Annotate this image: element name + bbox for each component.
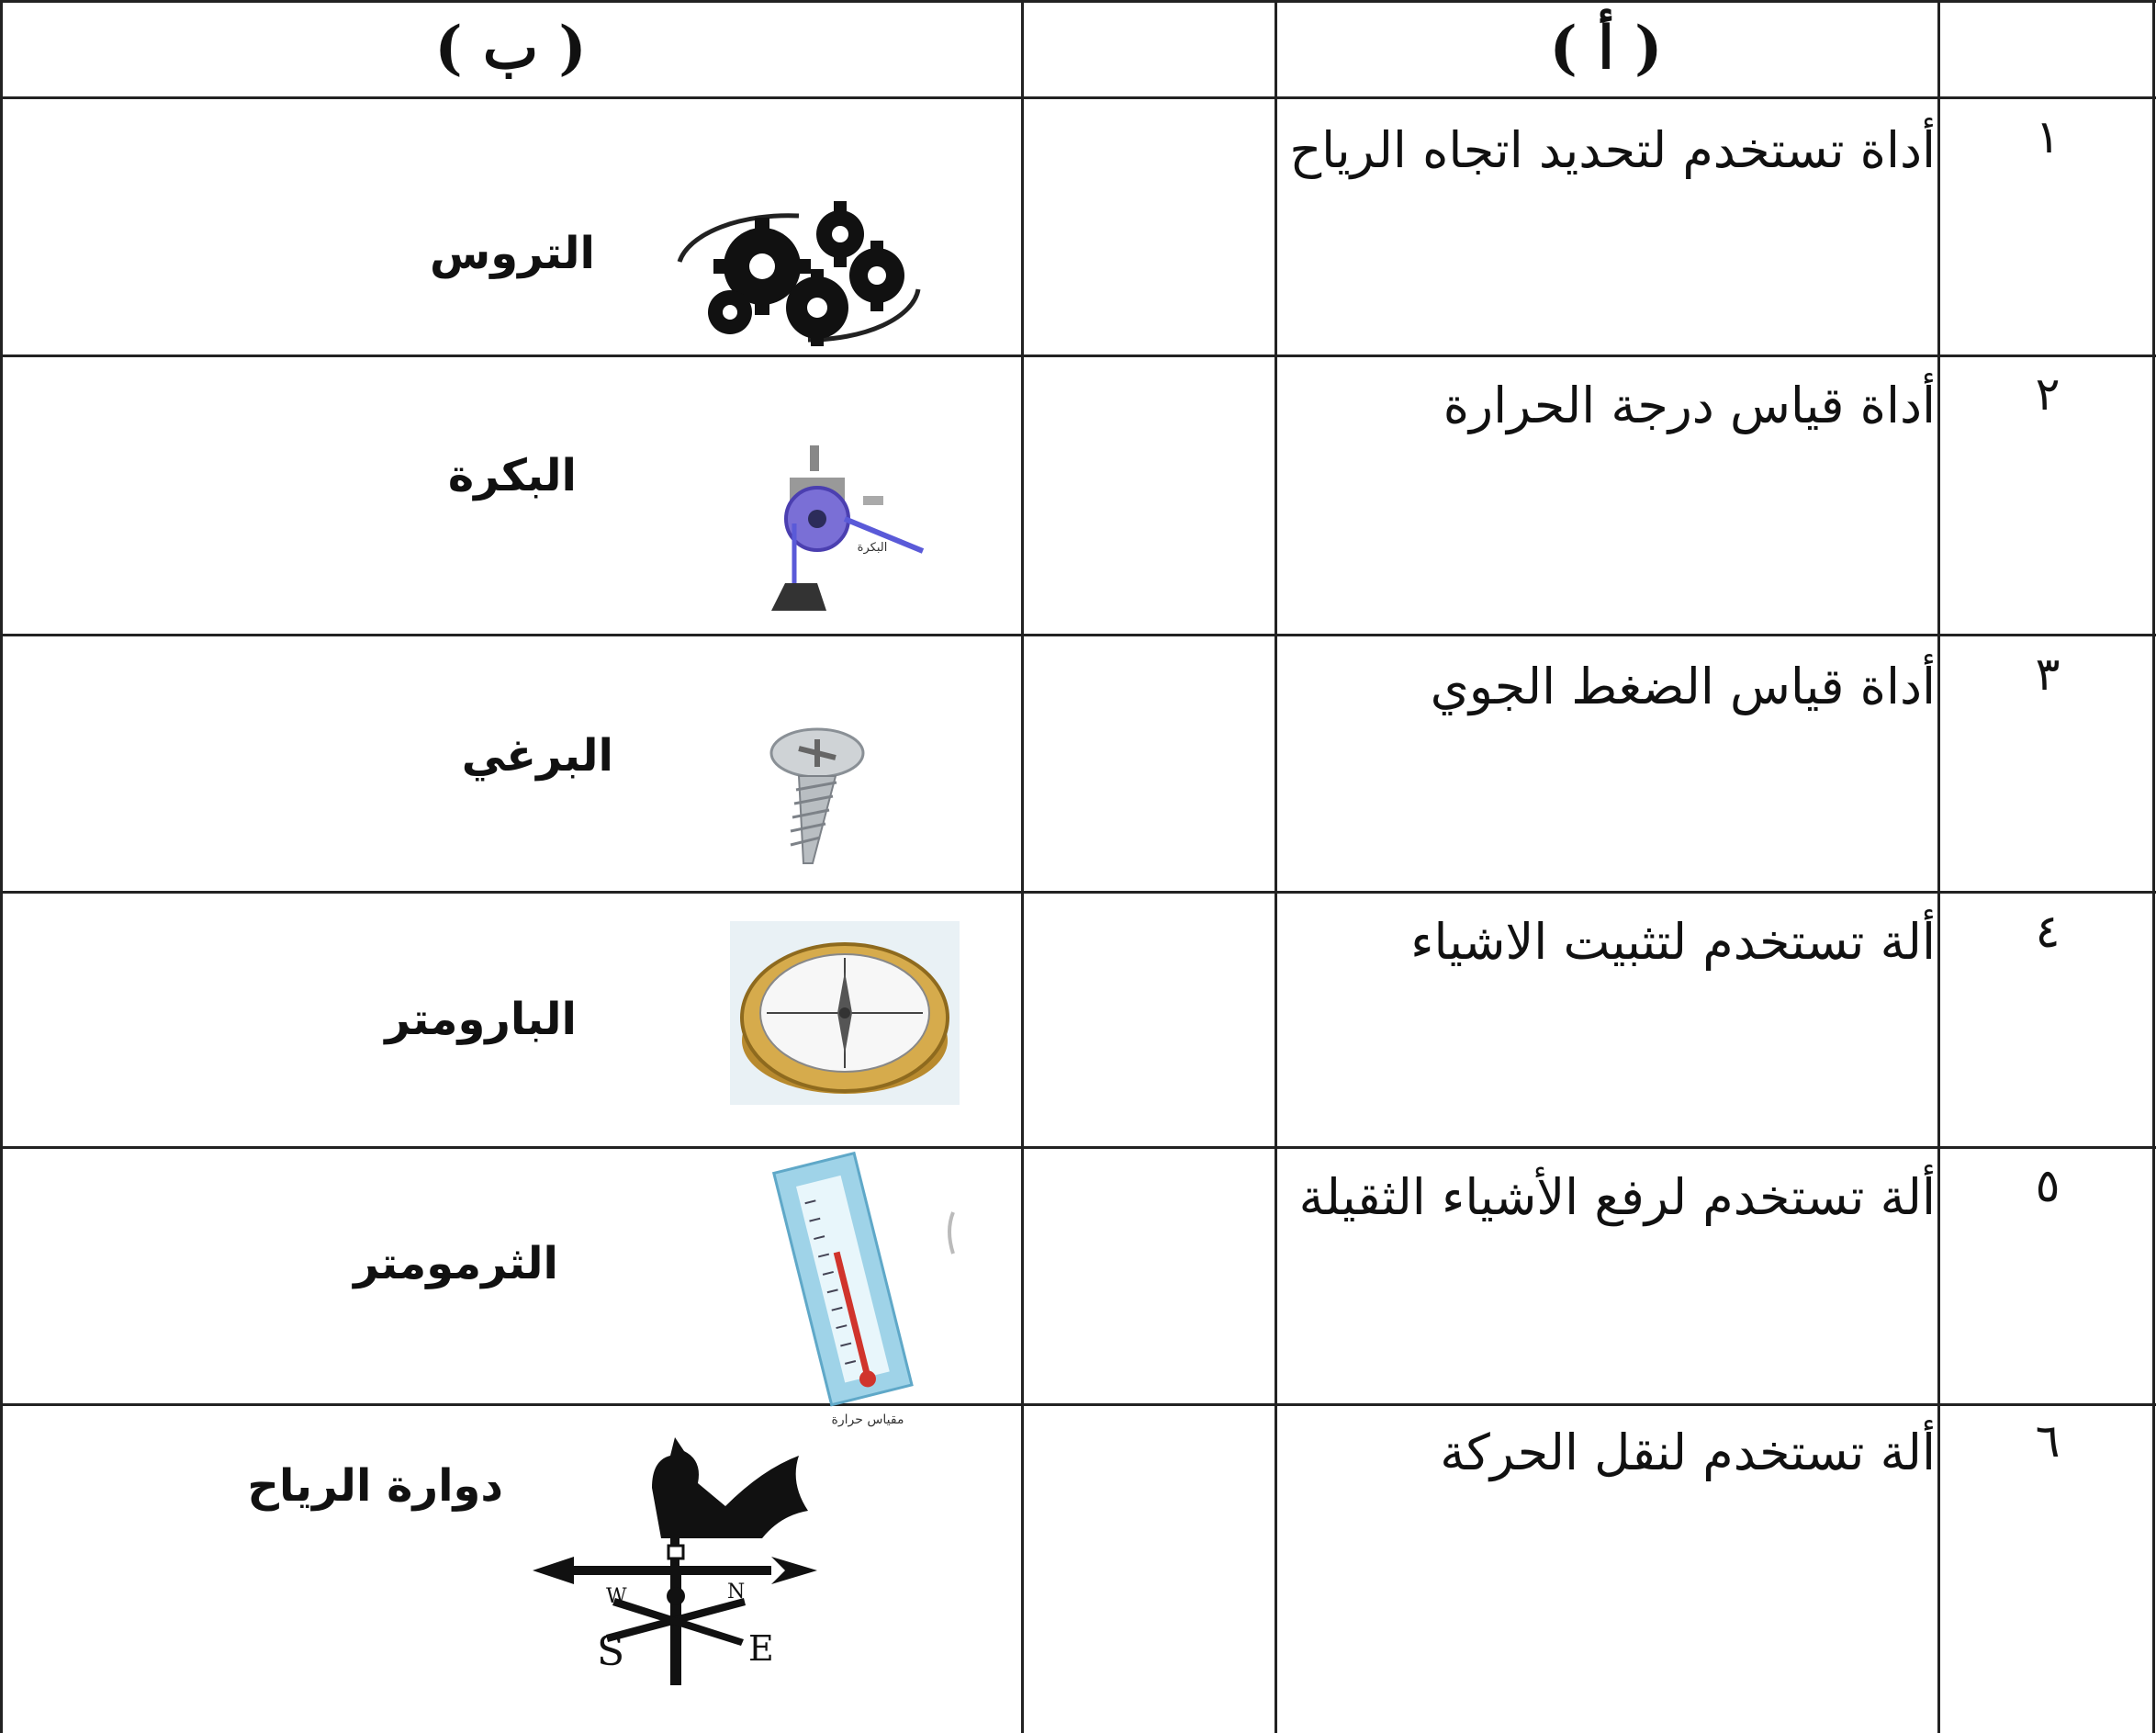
row-number: ٢ — [2035, 367, 2061, 421]
row-divider — [0, 354, 2156, 357]
gears-icon — [643, 197, 955, 349]
statement-text: أداة قياس درجة الحرارة — [1443, 377, 1936, 434]
svg-text:N: N — [727, 1581, 746, 1604]
screw-icon — [748, 726, 877, 882]
table-border-right — [2152, 0, 2155, 1733]
svg-text:S: S — [597, 1628, 625, 1675]
row-number: ٦ — [2035, 1414, 2061, 1468]
statement-text: ألة تستخدم لنقل الحركة — [1440, 1424, 1936, 1481]
table-border-left — [0, 0, 3, 1733]
barometer-icon — [730, 921, 960, 1105]
row-divider — [0, 1403, 2156, 1406]
statement-text: ألة تستخدم لرفع الأشياء الثقيلة — [1298, 1168, 1936, 1226]
row-number: ١ — [2035, 110, 2061, 163]
statement-text: أداة تستخدم لتحديد اتجاه الرياح — [1289, 121, 1936, 179]
row-number: ٤ — [2035, 905, 2061, 958]
table-border-top — [0, 0, 2156, 3]
svg-text:W: W — [606, 1585, 627, 1608]
answer-label: البكرة — [447, 450, 577, 501]
thermometer-caption: مقياس حرارة — [831, 1412, 904, 1427]
statement-text: أداة قياس الضغط الجوي — [1430, 658, 1936, 715]
pulley-icon — [753, 441, 937, 615]
row-divider — [0, 891, 2156, 894]
row-number: ٣ — [2035, 647, 2061, 701]
row-divider — [0, 1146, 2156, 1149]
row-divider — [0, 96, 2156, 99]
header-column-b: ( ب ) — [434, 14, 587, 83]
weather-vane-icon — [514, 1433, 845, 1690]
answer-label: البرغي — [461, 730, 613, 782]
header-column-a: ( أ ) — [1549, 14, 1663, 83]
pulley-caption: البكرة — [857, 541, 888, 555]
thermometer-icon — [753, 1148, 964, 1433]
answer-label: البارومتر — [385, 994, 577, 1045]
answer-label: الثرمومتر — [354, 1238, 558, 1289]
column-divider — [1021, 0, 1024, 1733]
row-divider — [0, 634, 2156, 636]
statement-text: ألة تستخدم لتثبيت الاشياء — [1410, 913, 1936, 971]
svg-text:E: E — [748, 1628, 774, 1669]
answer-label: التروس — [430, 228, 595, 279]
column-divider — [1937, 0, 1940, 1733]
answer-label: دوارة الرياح — [247, 1460, 503, 1512]
row-number: ٥ — [2035, 1159, 2061, 1212]
